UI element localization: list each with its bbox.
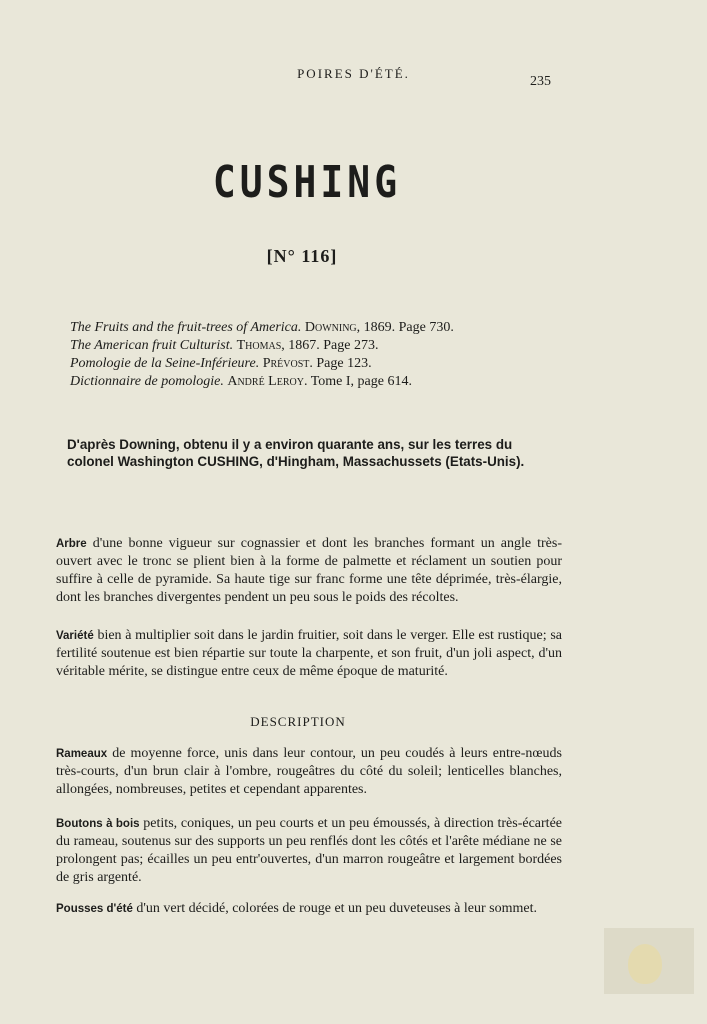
rameaux-text: de moyenne force, unis dans leur contour, un peu coudés à leurs entre-nœuds très-courts, d'un brun clair à l'ombre, rougeâtres du côté du soleil; lenticelles blanches, allongées, nombreuses, petites et cependant apparentes. [56, 746, 562, 797]
reference-title: The Fruits and the fruit-trees of America. [70, 320, 302, 335]
variete-text: bien à multiplier soit dans le jardin fruitier, soit dans le verger. Elle est rustique; sa fertilité soutenue est bien répartie sur toute la charpente, et son fruit, d'un joli aspect, d'un véritable mérite, se distingue entre ceux de même époque de maturité. [56, 628, 562, 679]
running-header: POIRES D'ÉTÉ. [297, 66, 410, 81]
page-number: 235 [530, 74, 551, 89]
rameaux-paragraph [56, 745, 562, 799]
reference-item [70, 337, 630, 355]
pousses-text: d'un vert décidé, colorées de rouge et un peu duveteuses à leur sommet. [132, 901, 537, 916]
corner-stamp [604, 928, 694, 994]
arbre-paragraph [56, 535, 562, 607]
description-heading: DESCRIPTION [250, 714, 346, 729]
reference-item [70, 355, 630, 373]
rameaux-label: Rameaux [56, 748, 108, 760]
reference-details: , 1869. Page 730. [356, 320, 454, 335]
arbre-label: Arbre [56, 538, 87, 550]
origin-paragraph: D'après Downing, obtenu il y a environ quarante ans, sur les terres du colonel Washington CUSHING, d'Hingham, Massachussets (Etats-Unis). [67, 437, 525, 469]
variety-number: [N° 116] [266, 246, 338, 266]
reference-title: The American fruit Culturist. [70, 338, 234, 353]
reference-author: Downing [304, 320, 357, 335]
boutons-paragraph [56, 815, 562, 887]
reference-details: , 1867. Page 273. [281, 338, 379, 353]
pousses-label: Pousses d'été [56, 903, 133, 915]
reference-title: Pomologie de la Seine-Inférieure. [70, 356, 260, 371]
reference-details: . Tome I, page 614. [303, 374, 412, 389]
reference-item [70, 373, 630, 391]
reference-author: Thomas [236, 338, 282, 353]
pousses-paragraph [56, 900, 562, 918]
arbre-text: d'une bonne vigueur sur cognassier et dont les branches formant un angle très-ouvert avec le tronc se plient bien à la forme de palmette et réclament un soutien pour suffire à celle de pyramide. Sa haute tige sur franc forme une tête déprimée, très-élargie, dont les branches divergentes pendent un peu sous le poids des récoltes. [56, 536, 562, 605]
boutons-text: petits, coniques, un peu courts et un peu émoussés, à direction très-écartée du rameau, soutenus sur des supports un peu renflés dont les côtés et l'arête médiane ne se prolongent pas; écailles un peu entr'ouvertes, d'un marron rougeâtre et largement bordées de gris argenté. [56, 816, 562, 885]
page-title: CUSHING [212, 156, 402, 208]
variete-label: Variété [56, 630, 94, 642]
reference-title: Dictionnaire de pomologie. [70, 374, 224, 389]
reference-author: André Leroy [227, 374, 304, 389]
variete-paragraph [56, 627, 562, 681]
boutons-label: Boutons à bois [56, 818, 140, 830]
reference-details: . Page 123. [309, 356, 372, 371]
reference-item [70, 319, 630, 337]
references [70, 319, 630, 391]
reference-author: Prévost [262, 356, 310, 371]
pear-icon [628, 944, 662, 984]
